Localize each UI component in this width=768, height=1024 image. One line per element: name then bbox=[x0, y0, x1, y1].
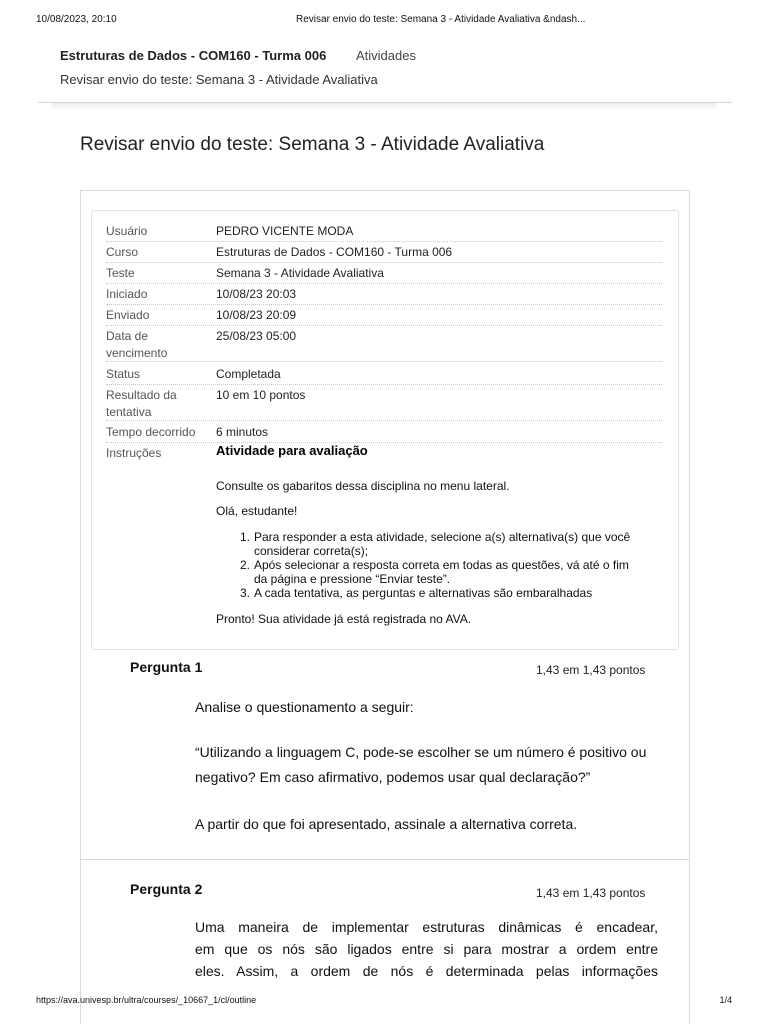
question-2-line: em que os nós são ligados entre si para mostrar a ordem entre bbox=[195, 941, 658, 957]
detail-label: Curso bbox=[106, 245, 139, 259]
detail-row-user bbox=[106, 223, 662, 242]
detail-value: 25/08/23 05:00 bbox=[216, 329, 297, 343]
list-text: Após selecionar a resposta correta em todas as questões, vá até o fim bbox=[254, 558, 629, 572]
detail-value: 10/08/23 20:09 bbox=[216, 308, 297, 322]
detail-row-instructions bbox=[106, 445, 662, 464]
question-1-points: 1,43 em 1,43 pontos bbox=[536, 663, 646, 677]
instructions-ready: Pronto! Sua atividade já está registrada no AVA. bbox=[216, 612, 472, 626]
detail-row-test bbox=[106, 265, 662, 284]
header-shadow bbox=[52, 103, 716, 110]
detail-row-status bbox=[106, 366, 662, 385]
breadcrumb: Revisar envio do teste: Semana 3 - Atividade Avaliativa bbox=[60, 72, 378, 87]
question-2-title: Pergunta 2 bbox=[130, 881, 203, 897]
detail-value: Estruturas de Dados - COM160 - Turma 006 bbox=[216, 245, 453, 259]
detail-row-elapsed bbox=[106, 424, 662, 443]
print-page-number: 1/4 bbox=[719, 995, 732, 1005]
instructions-text: Consulte os gabaritos dessa disciplina no menu lateral. bbox=[216, 479, 510, 493]
detail-label-line: Data de bbox=[106, 329, 149, 343]
detail-label-line: Resultado da bbox=[106, 388, 177, 402]
list-text: considerar correta(s); bbox=[254, 544, 369, 558]
question-1-quote-line: “Utilizando a linguagem C, pode-se escolher se um número é positivo ou bbox=[195, 744, 647, 760]
question-2-line: eles. Assim, a ordem de nós é determinada pelas informações bbox=[195, 963, 658, 979]
detail-value: 10 em 10 pontos bbox=[216, 388, 306, 402]
list-item bbox=[240, 530, 660, 558]
detail-row-started bbox=[106, 286, 662, 305]
detail-value: 6 minutos bbox=[216, 425, 269, 439]
detail-row-result bbox=[106, 387, 662, 421]
list-number: 3. bbox=[240, 586, 251, 600]
list-text: Para responder a esta atividade, selecione a(s) alternativa(s) que você bbox=[254, 530, 631, 544]
detail-label bbox=[106, 328, 210, 362]
instructions-title: Atividade para avaliação bbox=[216, 443, 368, 458]
detail-row-submitted bbox=[106, 307, 662, 326]
list-text: A cada tentativa, as perguntas e alternativas são embaralhadas bbox=[254, 586, 593, 600]
detail-label: Usuário bbox=[106, 224, 148, 238]
list-text: da página e pressione “Enviar teste”. bbox=[254, 572, 451, 586]
detail-row-course bbox=[106, 244, 662, 263]
detail-label: Status bbox=[106, 367, 141, 381]
page-title: Revisar envio do teste: Semana 3 - Atividade Avaliativa bbox=[80, 134, 545, 155]
detail-label-line: vencimento bbox=[106, 346, 168, 360]
question-2-text bbox=[195, 916, 658, 982]
detail-label bbox=[106, 387, 210, 421]
activities-link[interactable]: Atividades bbox=[355, 48, 416, 63]
detail-label: Tempo decorrido bbox=[106, 425, 196, 439]
detail-label: Enviado bbox=[106, 308, 150, 322]
question-1-title: Pergunta 1 bbox=[130, 659, 203, 675]
detail-label: Instruções bbox=[106, 446, 162, 460]
question-2-points: 1,43 em 1,43 pontos bbox=[536, 886, 646, 900]
course-bar bbox=[60, 48, 728, 68]
list-number: 2. bbox=[240, 558, 251, 572]
detail-value: Semana 3 - Atividade Avaliativa bbox=[216, 266, 384, 280]
question-1-quote-line: negativo? Em caso afirmativo, podemos usar qual declaração?” bbox=[195, 769, 591, 785]
question-divider bbox=[80, 859, 690, 860]
question-1-prompt: A partir do que foi apresentado, assinale a alternativa correta. bbox=[195, 816, 578, 832]
question-2-line: Uma maneira de implementar estruturas dinâmicas é encadear, bbox=[195, 919, 658, 935]
detail-value: PEDRO VICENTE MODA bbox=[216, 224, 354, 238]
list-item bbox=[240, 558, 660, 586]
question-1-intro: Analise o questionamento a seguir: bbox=[195, 699, 414, 715]
course-title[interactable]: Estruturas de Dados - COM160 - Turma 006 bbox=[60, 48, 327, 63]
detail-value: Completada bbox=[216, 367, 281, 381]
print-url: https://ava.univesp.br/ultra/courses/_10667_1/cl/outline bbox=[36, 995, 257, 1005]
detail-label: Iniciado bbox=[106, 287, 148, 301]
detail-row-due bbox=[106, 328, 662, 362]
print-date: 10/08/2023, 20:10 bbox=[36, 14, 117, 25]
print-document-title: Revisar envio do teste: Semana 3 - Atividade Avaliativa &ndash... bbox=[296, 14, 586, 25]
list-number: 1. bbox=[240, 530, 251, 544]
print-header bbox=[36, 14, 732, 28]
print-footer bbox=[36, 995, 732, 1009]
instructions-greeting: Olá, estudante! bbox=[216, 504, 298, 518]
detail-value: 10/08/23 20:03 bbox=[216, 287, 297, 301]
detail-label: Teste bbox=[106, 266, 135, 280]
instructions-list bbox=[240, 530, 660, 600]
detail-label-line: tentativa bbox=[106, 405, 152, 419]
list-item bbox=[240, 586, 660, 600]
